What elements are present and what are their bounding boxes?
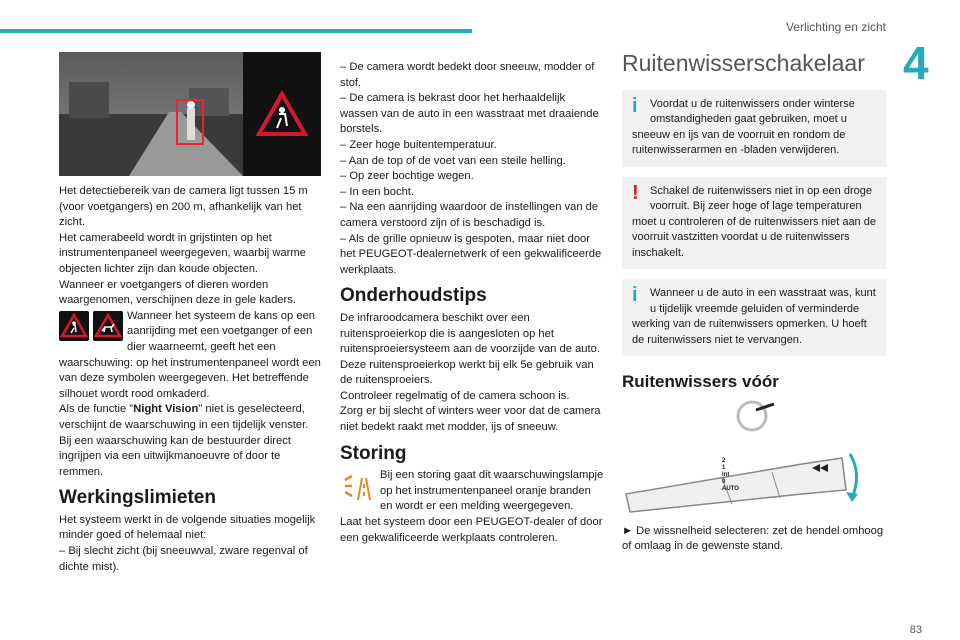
section-heading: Storing	[340, 442, 407, 464]
paragraph: Bij een storing gaat dit waarschuwingslampje op het instrumentenpaneel oranje branden en wordt er een melding weergegeven.	[380, 469, 604, 513]
paragraph: Als de functie "Night Vision" niet is geselecteerd, verschijnt de waarschuwing in een tijdelijk venster.	[59, 403, 309, 431]
page-number: 83	[909, 624, 922, 636]
list-item: – Zeer hoge buitentemperatuur.	[340, 138, 497, 151]
list-item: – De camera wordt bedekt door sneeuw, modder of stof.	[340, 61, 595, 89]
list-item: – Na een aanrijding waardoor de instellingen van de camera verstoord zijn of is beschadigd is.	[340, 201, 599, 229]
night-vision-camera-image	[59, 52, 321, 176]
info-note: i Voordat u de ruitenwissers onder winterse omstandigheden gaat gebruiken, moet u sneeuw en ijs van de voorruit en rondom de ruitenwisserarmen en -bladen verwijderen.	[622, 90, 886, 167]
paragraph: Zorg er bij slecht of winters weer voor dat de camera niet bedekt raakt met modder, ijs of sneeuw.	[340, 405, 601, 434]
info-icon: i	[632, 94, 638, 117]
paragraph: Laat het systeem door een PEUGEOT-dealer of door een gekwalificeerde werkplaats controleren.	[340, 516, 603, 544]
list-item: – De camera is bekrast door het herhaaldelijk wassen van de auto in een wasstraat met draaiende borstels.	[340, 92, 599, 136]
section-heading: Onderhoudstips	[340, 285, 487, 307]
pedestrian-warning-icon	[59, 311, 89, 341]
column-left	[59, 52, 321, 575]
warning-icon: !	[632, 181, 639, 204]
instruction-text: ► De wissnelheid selecteren: zet de hendel omhoog of omlaag in de gewenste stand.	[622, 524, 884, 553]
paragraph: Het detectiebereik van de camera ligt tussen 15 m (voor voetgangers) en 200 m, afhankelijk van het zicht.	[59, 185, 308, 229]
column-right	[622, 50, 886, 555]
list-item: – Bij slecht zicht (bij sneeuwval, zware regenval of dichte mist).	[59, 545, 308, 573]
page-title: Ruitenwisserschakelaar	[622, 50, 865, 76]
warning-note: ! Schakel de ruitenwissers niet in op een droge voorruit. Bij zeer hoge of lage temperaturen moet u controleren of de ruitenwissers niet aan de voorruit vastzitten voordat u de ruitenwissers inschakelt.	[622, 177, 886, 270]
paragraph: Het systeem werkt in de volgende situaties mogelijk minder goed of helemaal niet:	[59, 513, 316, 542]
paragraph: Wanneer er voetgangers of dieren worden waargenomen, verschijnen deze in gele kaders.	[59, 278, 296, 307]
info-note: i Wanneer u de auto in een wasstraat was, kunt u tijdelijk vreemde geluiden of verminderde werking van de ruitenwissers opmerken. U hoeft de ruitenwissers niet te vervangen.	[622, 279, 886, 356]
section-heading: Ruitenwissers vóór	[622, 372, 779, 392]
list-item: – In een bocht.	[340, 185, 415, 198]
night-vision-label: Night Vision	[133, 403, 199, 416]
paragraph: Wanneer het systeem de kans op een aanrijding met een voetganger of een dier waarneemt, geeft het een waarschuwing: op het instrumentenpaneel wordt een van deze symbolen weergegeven. Het betreffende silhouet wordt rood omkaderd.	[59, 309, 321, 400]
column-middle	[340, 60, 604, 546]
animal-warning-icon	[93, 311, 123, 341]
list-item: – Als de grille opnieuw is gespoten, maar niet door het PEUGEOT-dealernetwerk of een gekwalificeerde werkplaats.	[340, 232, 602, 276]
wiper-lever-illustration	[622, 394, 886, 524]
section-heading: Werkingslimieten	[59, 487, 216, 509]
list-item: – Aan de top of de voet van een steile helling.	[340, 154, 566, 167]
paragraph: Het camerabeeld wordt in grijstinten op het instrumentenpaneel weergegeven, waarbij warme objecten lichter zijn dan koude objecten.	[59, 231, 306, 275]
paragraph: Controleer regelmatig of de camera schoon is.	[340, 389, 570, 402]
list-item: – Op zeer bochtige wegen.	[340, 170, 474, 183]
chapter-number: 4	[903, 37, 929, 89]
info-icon: i	[632, 284, 638, 307]
paragraph: De infraroodcamera beschikt over een ruitensproeierkop die is aangesloten op het ruitensproeiersysteem aan de voorzijde van de auto.	[340, 311, 600, 356]
camera-fault-warning-icon	[340, 470, 374, 504]
header-accent-bar	[0, 29, 472, 33]
lever-position-labels: 2 1 Int 0 AUTO	[722, 457, 739, 492]
paragraph: Deze ruitensproeierkop werkt bij elk 5e gebruik van de ruitensproeiers.	[340, 358, 594, 387]
chapter-title: Verlichting en zicht	[785, 20, 886, 34]
paragraph: Bij een waarschuwing kan de bestuurder direct ingrijpen via een uitwijkmanoeuvre of door te remmen.	[59, 434, 291, 478]
